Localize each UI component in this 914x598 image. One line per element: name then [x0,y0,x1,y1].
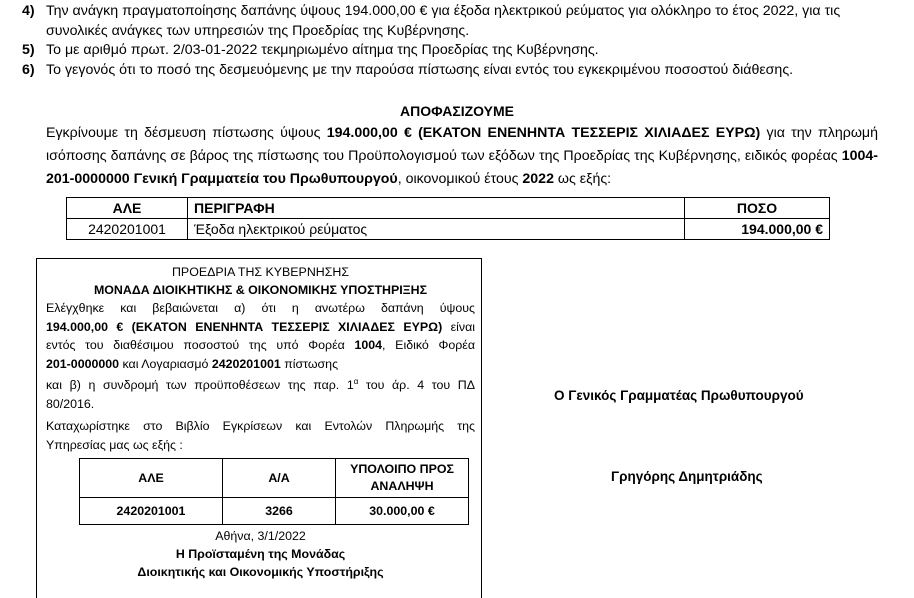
box-line [46,336,475,355]
box-agency: 1004 [354,338,383,352]
considerations-list [22,2,902,80]
header-balance: ΥΠΟΛΟΙΠΟ ΠΡΟΣ ΑΝΑΛΗΨΗ [336,459,469,498]
cell-ale: 2420201001 [67,219,188,240]
verification-box [36,258,482,598]
decision-amount: 194.000,00 € (ΕΚΑΤΟΝ ΕΝΕΝΗΝΤΑ ΤΕΣΣΕΡΙΣ ΧΙΛΙΑΔΕΣ ΕΥΡΩ) [326,125,761,141]
item-number: 5) [22,42,35,58]
box-special-agency: 201-0000000 [46,356,120,371]
signatory-name: Γρηγόρης Δημητριάδης [611,469,763,484]
decision-text: , οικονομικού έτους [397,171,523,187]
registry-table [79,458,469,525]
box-text: πίστωσης [280,356,339,371]
box-line [46,373,475,395]
box-text: και Λογαριασμό [119,356,212,371]
place-date: Αθήνα, 3/1/2022 [215,529,306,544]
box-text: και β) η συνδρομή των προϋποθέσεων της παρ. 1 [46,378,354,393]
box-line: Ελέγχθηκε και βεβαιώνεται α) ότι η ανωτέρω δαπάνη ύψους [46,301,475,315]
box-amount: 194.000,00 € (ΕΚΑΤΟΝ ΕΝΕΝΗΝΤΑ ΤΕΣΣΕΡΙΣ ΧΙΛΙΑΔΕΣ ΕΥΡΩ) [46,319,443,334]
table-header-row [67,198,830,219]
cell-description: Έξοδα ηλεκτρικού ρεύματος [188,219,685,240]
box-line [46,318,475,337]
expense-table [66,197,830,240]
cell-amount: 194.000,00 € [685,219,830,240]
list-item [22,41,902,61]
decision-text: για την πληρωμή ισόποσης δαπάνης σε βάρος της πίστωσης του Προϋπολογισμού των εξόδων της Προεδρίας της Κυβέρνησης, ειδικός φορέας [46,125,878,164]
box-account: 2420201001 [211,356,281,371]
header-amount: ΠΟΣΟ [685,198,830,219]
header-description: ΠΕΡΙΓΡΑΦΗ [188,198,685,219]
item-number: 6) [22,61,35,78]
header-aa: Α/Α [223,459,336,498]
decision-heading: ΑΠΟΦΑΣΙΖΟΥΜΕ [399,103,515,119]
signer-department: Διοικητικής και Οικονομικής Υποστήριξης [137,565,384,580]
list-item [22,61,902,81]
box-line: Καταχωρίστηκε στο Βιβλίο Εγκρίσεων και Εντολών Πληρωμής της [46,419,475,434]
header-ale: ΑΛΕ [80,459,223,498]
item-number: 4) [22,3,35,19]
box-line: Υπηρεσίας μας ως εξής : [46,437,183,452]
decision-year: 2022 [522,171,554,187]
item-text: Το γεγονός ότι το ποσό της δεσμευόμενης με την παρούσα πίστωσης είναι εντός του εγκεκριμένου ποσοστού διάθεσης. [46,61,794,78]
decision-agency: 1004-201-0000000 Γενική Γραμματεία του Πρωθυπουργού [46,148,878,187]
box-title: ΠΡΟΕΔΡΙΑ ΤΗΣ ΚΥΒΕΡΝΗΣΗΣ [171,265,349,279]
table-row [80,498,469,525]
box-subtitle: ΜΟΝΑΔΑ ΔΙΟΙΚΗΤΙΚΗΣ & ΟΙΚΟΝΟΜΙΚΗΣ ΥΠΟΣΤΗΡΙΞΗΣ [93,283,428,297]
header-ale: ΑΛΕ [67,198,188,219]
decision-paragraph [46,122,878,191]
table-row [67,219,830,240]
box-text: εντός του διαθέσιμου ποσοστού της υπό Φορέα [46,338,355,352]
box-superscript: α [353,377,359,386]
box-text: , Ειδικό Φορέα [382,338,475,352]
decision-text: Εγκρίνουμε τη δέσμευση πίστωσης ύψους [46,125,327,141]
box-text: είναι [442,319,475,334]
signer-title: Η Προϊσταμένη της Μονάδας [175,547,346,562]
cell-ale: 2420201001 [80,498,223,525]
table-header-row [80,459,469,498]
box-line: 80/2016. [46,396,95,411]
item-text: Το με αριθμό πρωτ. 2/03-01-2022 τεκμηριωμένο αίτημα της Προεδρίας της Κυβέρνησης. [46,42,599,58]
box-text: του άρ. 4 του ΠΔ [358,378,475,393]
cell-balance: 30.000,00 € [336,498,469,525]
item-text: Την ανάγκη πραγματοποίησης δαπάνης ύψους 194.000,00 € για έξοδα ηλεκτρικού ρεύματος για ολόκληρο το έτος 2022, για τις συνολικές ανάγκες των υπηρεσιών της Προεδρίας της Κυβέρνησης. [46,3,841,39]
signatory-title: Ο Γενικός Γραμματέας Πρωθυπουργού [554,388,804,403]
cell-aa: 3266 [223,498,336,525]
list-item [22,2,902,41]
decision-text: ως εξής: [553,171,612,187]
box-line [46,355,475,374]
